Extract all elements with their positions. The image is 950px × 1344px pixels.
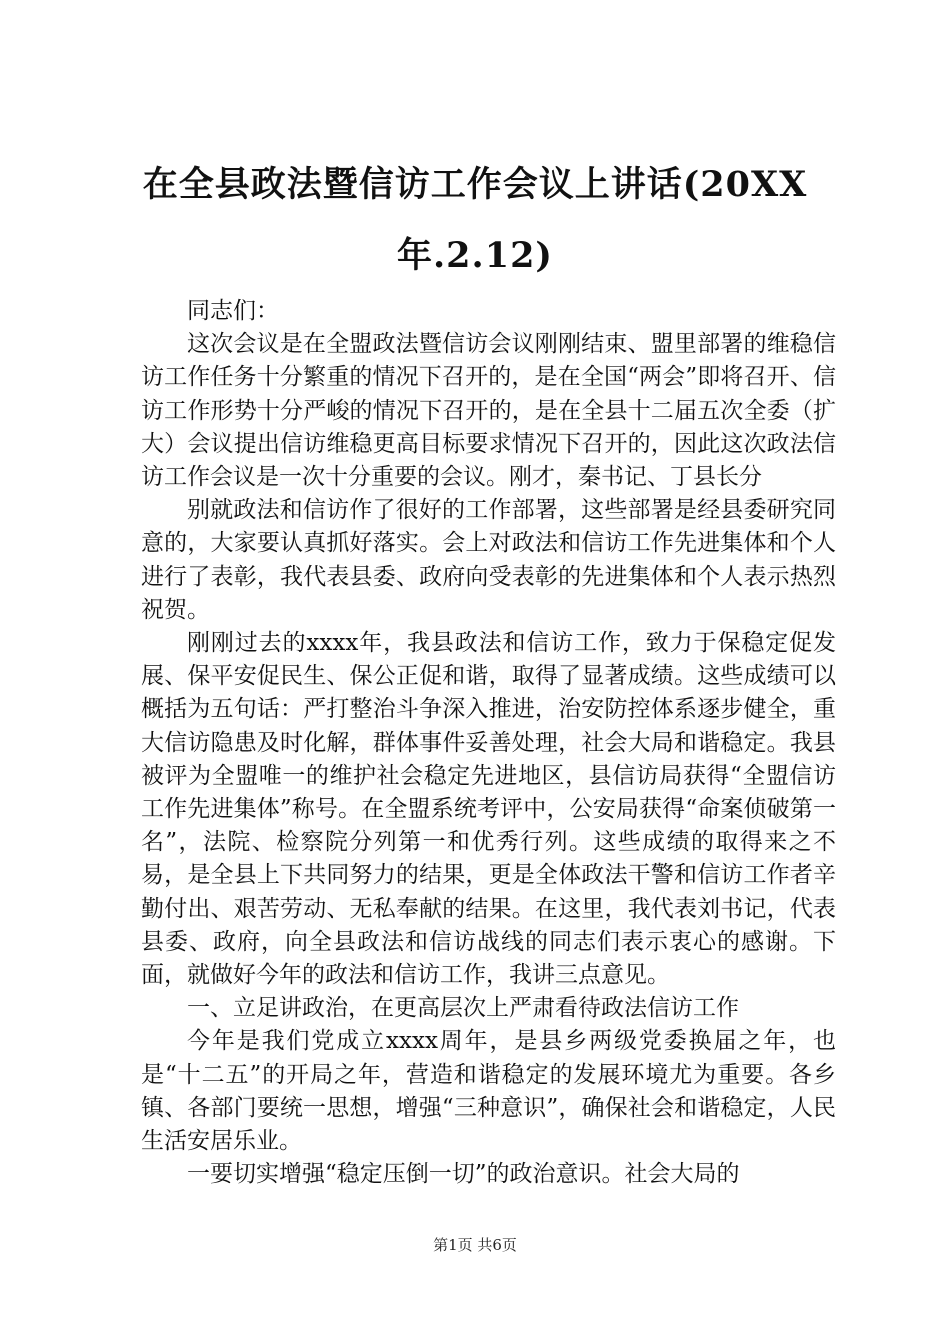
section-heading: 一、立足讲政治，在更高层次上严肃看待政法信访工作 [187, 995, 739, 1022]
salutation: 同志们： [187, 298, 279, 324]
body-paragraph: 这次会议是在全盟政法暨信访会议刚刚结束、盟里部署的维稳信访工作任务十分繁重的情况下召开的，是在全国“两会”即将召开、信访工作形势十分严峻的情况下召开的，是在全县十二届五次全委（扩大）会议提出信访维稳更高目标要求情况下召开的，因此这次政法信访工作会议是一次十分重要的会议。刚才，秦书记、丁县长分 [141, 331, 836, 491]
document-title-line-1: 在全县政法暨信访工作会议上讲话(20XX [142, 164, 808, 205]
body-paragraph: 今年是我们党成立xxxx周年，是县乡两级党委换届之年，也是“十二五”的开局之年，营造和谐稳定的发展环境尤为重要。各乡镇、各部门要统一思想，增强“三种意识”，确保社会和谐稳定，人民生活安居乐业。 [141, 1028, 836, 1155]
body-paragraph: 一要切实增强“稳定压倒一切”的政治意识。社会大局的 [187, 1161, 740, 1188]
body-paragraph: 刚刚过去的xxxx年，我县政法和信访工作，致力于保稳定促发展、保平安促民生、保公正促和谐，取得了显著成绩。这些成绩可以概括为五句话：严打整治斗争深入推进，治安防控体系逐步健全，重大信访隐患及时化解，群体事件妥善处理，社会大局和谐稳定。我县被评为全盟唯一的维护社会稳定先进地区，县信访局获得“全盟信访工作先进集体”称号。在全盟系统考评中，公安局获得“命案侦破第一名”，法院、检察院分列第一和优秀行列。这些成绩的取得来之不易，是全县上下共同努力的结果，更是全体政法干警和信访工作者辛勤付出、艰苦劳动、无私奉献的结果。在这里，我代表刘书记，代表县委、政府，向全县政法和信访战线的同志们表示衷心的感谢。下面，就做好今年的政法和信访工作，我讲三点意见。 [141, 630, 836, 989]
page-footer: 第1页 共6页 [433, 1236, 517, 1254]
document-body [141, 295, 836, 1191]
body-paragraph: 别就政法和信访作了很好的工作部署，这些部署是经县委研究同意的，大家要认真抓好落实。会上对政法和信访工作先进集体和个人进行了表彰，我代表县委、政府向受表彰的先进集体和个人表示热烈祝贺。 [141, 497, 836, 623]
document-title-line-2: 年.2.12) [397, 235, 553, 276]
